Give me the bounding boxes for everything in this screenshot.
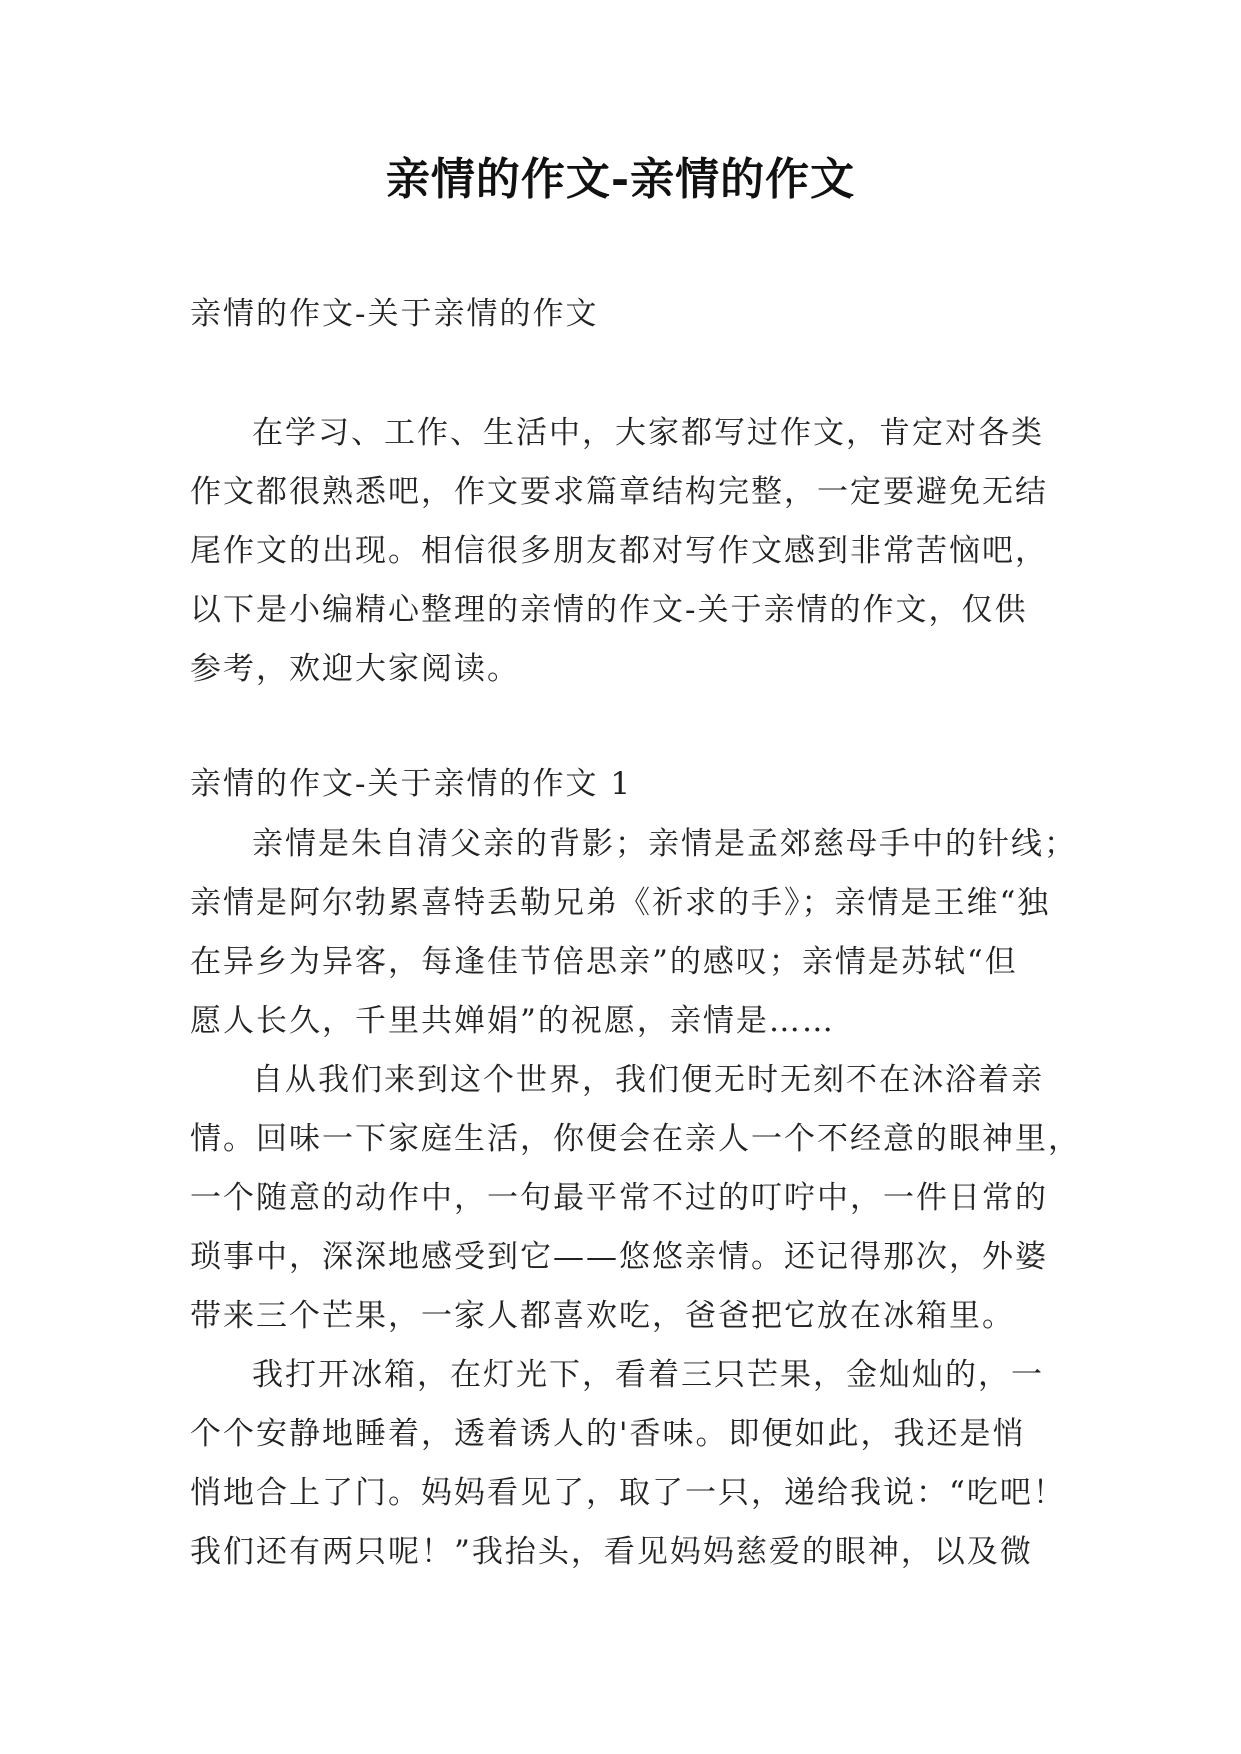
intro-line: 作文都很熟悉吧，作文要求篇章结构完整，一定要避免无结 [190,474,1048,510]
paragraph-line: 我打开冰箱，在灯光下，看着三只芒果，金灿灿的，一 [252,1357,1044,1393]
intro-line: 在学习、工作、生活中，大家都写过作文，肯定对各类 [252,415,1044,451]
intro-line: 参考，欢迎大家阅读。 [190,651,520,687]
paragraph-line: 愿人长久，千里共婵娟”的祝愿，亲情是…… [190,1003,835,1039]
intro-line: 尾作文的出现。相信很多朋友都对写作文感到非常苦恼吧， [190,533,1048,569]
section-heading [190,755,1070,814]
document-title: 亲情的作文-亲情的作文 [385,154,856,205]
intro-text [190,404,1070,699]
paragraph-line: 带来三个芒果，一家人都喜欢吃，爸爸把它放在冰箱里。 [190,1298,1015,1334]
paragraph-line: 悄地合上了门。妈妈看见了，取了一只，递给我说：“吃吧！ [190,1475,1066,1511]
paragraph-line: 个个安静地睡着，透着诱人的'香味。即便如此，我还是悄 [190,1416,1026,1452]
paragraph-line: 我们还有两只呢！”我抬头，看见妈妈慈爱的眼神，以及微 [190,1534,1033,1570]
paragraph-line: 自从我们来到这个世界，我们便无时无刻不在沐浴着亲 [252,1062,1044,1098]
intro-paragraph [190,404,1070,699]
paragraph-line: 在异乡为异客，每逢佳节倍思亲”的感叹；亲情是苏轼“但 [190,944,1018,980]
paragraph-line: 一个随意的动作中，一句最平常不过的叮咛中，一件日常的 [190,1180,1048,1216]
document-subtitle [190,285,1070,344]
paragraph-line: 情。回味一下家庭生活，你便会在亲人一个不经意的眼神里， [190,1121,1081,1157]
section-heading-text: 亲情的作文-关于亲情的作文 1 [190,766,633,802]
paragraph-1 [190,815,1077,1051]
paragraph-2 [190,1051,1081,1346]
intro-line: 以下是小编精心整理的亲情的作文-关于亲情的作文，仅供 [190,592,1028,628]
paragraph-line: 亲情是阿尔勃累喜特丢勒兄弟《祈求的手》；亲情是王维“独 [190,885,1051,921]
paragraph-line: 亲情是朱自清父亲的背影；亲情是孟郊慈母手中的针线； [252,826,1077,862]
section-body [190,815,1081,1582]
paragraph-line: 琐事中，深深地感受到它——悠悠亲情。还记得那次，外婆 [190,1239,1048,1275]
subtitle-text: 亲情的作文-关于亲情的作文 [190,296,599,332]
paragraph-3 [190,1346,1070,1582]
